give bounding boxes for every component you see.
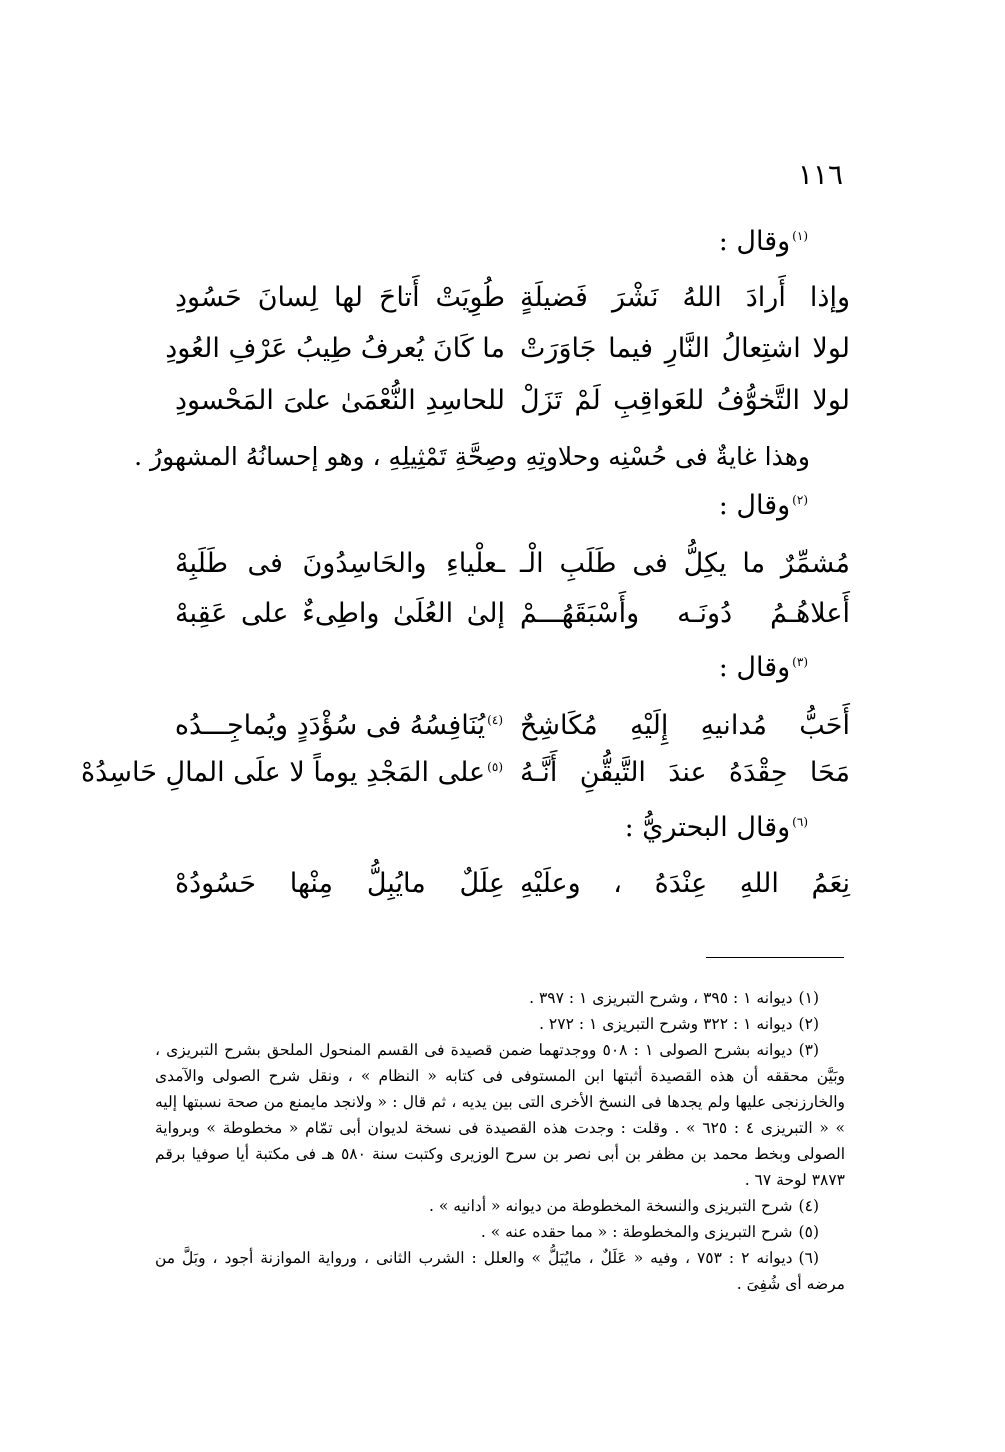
intro-text: وقال : xyxy=(718,226,791,257)
verse-second-hemistich: للحاسِدِ النُّعْمَىٰ علىَ المَحْسودِ xyxy=(175,385,505,416)
verse-line xyxy=(165,333,850,377)
verse-second-hemistich: $^{(٤)}$يُنَافِسُهُ فى سُؤْدَدٍ ويُماجِـــدُه xyxy=(174,710,503,741)
footnote: (٦)ديوانه ٢ : ٧٥٣ ، وفيه « عَلَلٌ ، مايُبَلُّ » والعلل : الشرب الثانى ، ورواية الموازنة أجود ، وبَلَّ من مرضه أى شُفِىَ . xyxy=(155,1249,845,1293)
prose-commentary: وهذا غايةٌ فى حُسْنِه وحلاوتِهِ وصِحَّةِ تَمْثِيلِهِ ، وهو إحسانُهُ المشهورُ . xyxy=(134,442,810,471)
intro-line-2 xyxy=(719,490,810,521)
footnotes xyxy=(155,985,845,1297)
verse-first-hemistich: أَحَبُّ مُدانيهِ إِلَيْهِ مُكَاشِحٌ xyxy=(520,710,850,741)
verse-second-hemistich: طُوِيَتْ أَتاحَ لها لِسانَ حَسُودِ xyxy=(175,282,505,313)
footnote-ref: (٥) xyxy=(487,760,503,774)
verse-line xyxy=(175,548,850,592)
verse-line xyxy=(175,710,850,754)
footnote: (٣)ديوانه بشرح الصولى ١ : ٥٠٨ ووجدتهما ضمن قصيدة فى القسم المنحول الملحق بشرح التبريزى ، وبَيَّن محققه أن هذه القصيدة أثبتها ابن المستوفى فى كتابه « النظام » ، ونقل شرح الصولى والآمدى والخارزنجى عليها ولم يجدها فى النسخ الأخرى التى بين يديه ، ثم قال : « ولانجد مايمنع من صحة نسبتها إليه » « التبريزى ٤ : ٦٢٥ » . وقلت : وجدت هذه القصيدة فى نسخة لديوان أبى تمّام « مخطوطة » وبرواية الصولى وبخط محمد بن مظفر بن أبى نصر بن سرح الوزيرى وكتبت سنة ٥٨٠ هـ فى مكتبة أيا صوفيا برقم ٣٨٧٣ لوحة ٦٧ . xyxy=(155,1041,846,1189)
verse-first-hemistich: لولا اشتِعالُ النَّارِ فيما جَاوَرَتْ xyxy=(520,333,850,364)
verse-line xyxy=(175,385,850,429)
verse-first-hemistich: لولا التَّخوُّفُ للعَواقِبِ لَمْ تَزَلْ xyxy=(520,385,850,416)
footnote-separator xyxy=(706,957,844,958)
verse-second-hemistich: عِلَلٌ مايُبِلُّ مِنْها حَسُودُهْ xyxy=(175,868,505,899)
page-number: ١١٦ xyxy=(797,158,843,191)
verse-second-hemistich: $^{(٥)}$على المَجْدِ يوماً لا علَى المالِ حَاسِدُهْ xyxy=(81,757,503,788)
verse-line xyxy=(175,868,850,912)
verse-first-hemistich: وإذا أَرادَ اللهُ نَشْرَ فَضيلَةٍ xyxy=(520,282,850,313)
intro-text: وقال البحتريُّ : xyxy=(624,812,791,843)
intro-text: وقال : xyxy=(718,490,791,521)
verse-second-hemistich: ـعلْياءِ والحَاسِدُونَ فى طَلَبِهْ xyxy=(175,548,505,579)
footnote-ref: (١) xyxy=(792,229,808,243)
verse-first-hemistich: مَحَا حِقْدَهُ عندَ التَّيقُّنِ أَنَّـهُ xyxy=(520,757,850,788)
intro-line-3 xyxy=(719,652,810,683)
verse-first-hemistich: أَعلاهُـمُ دُونَـه وأَسْبَقَهُـــمْ xyxy=(520,598,850,629)
footnote-ref: (٣) xyxy=(792,655,808,669)
footnote: (١)ديوانه ١ : ٣٩٥ ، وشرح التبريزى ١ : ٣٩٧ . xyxy=(529,989,819,1007)
footnote: (٥)شرح التبريزى والمخطوطة : « مما حقده عنه » . xyxy=(480,1223,819,1241)
verse-first-hemistich: نِعَمُ اللهِ عِنْدَهُ ، وعلَيْهِ xyxy=(520,868,850,899)
footnote: (٤)شرح التبريزى والنسخة المخطوطة من ديوانه « أدانيه » . xyxy=(429,1197,819,1215)
footnote-ref: (٢) xyxy=(792,493,808,507)
verse-line xyxy=(175,598,850,642)
verse-line xyxy=(175,282,850,326)
verse-second-hemistich: إلىٰ العُلَىٰ واطِىءٌ على عَقِبهْ xyxy=(175,598,505,629)
verse-line xyxy=(81,757,850,801)
footnote-ref: (٦) xyxy=(792,815,808,829)
intro-text: وقال : xyxy=(718,652,791,683)
footnote-ref: (٤) xyxy=(487,713,503,727)
intro-line-1 xyxy=(719,226,810,257)
footnote: (٢)ديوانه ١ : ٣٢٢ وشرح التبريزى ١ : ٢٧٢ . xyxy=(539,1015,819,1033)
intro-line-4 xyxy=(625,812,810,843)
verse-first-hemistich: مُشمِّرٌ ما يكِلُّ فى طَلَبِ الْـ xyxy=(520,548,850,579)
verse-second-hemistich: ما كَانَ يُعرفُ طِيبُ عَرْفِ العُودِ xyxy=(165,333,505,364)
